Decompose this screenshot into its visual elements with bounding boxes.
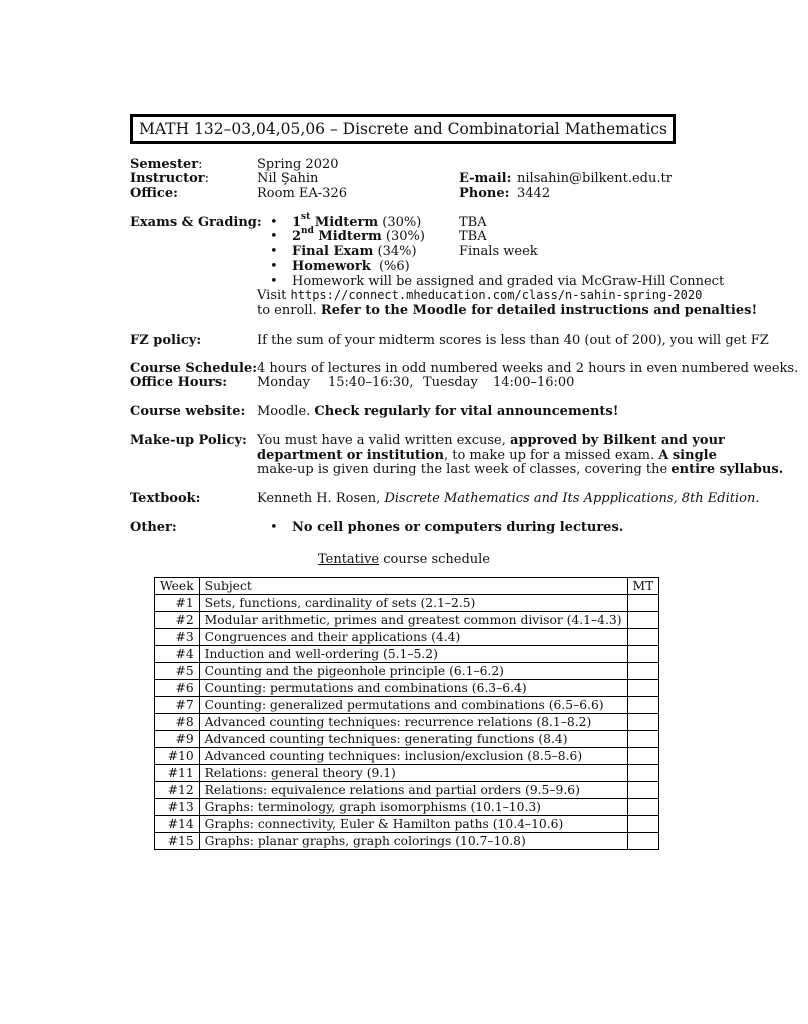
table-row	[155, 765, 659, 782]
week-cell: #1	[155, 595, 200, 612]
subject-cell: Congruences and their applications (4.4)	[199, 629, 627, 646]
visit-line: Visit https://connect.mheducation.com/class/n-sahin-spring-2020	[257, 288, 703, 303]
other-item: • No cell phones or computers during lectures.	[270, 520, 624, 535]
week-cell: #6	[155, 680, 200, 697]
grading-item: • 2nd Midterm (30%)	[270, 226, 425, 244]
textbook-text: Kenneth H. Rosen, Discrete Mathematics and Its Appplications, 8th Edition.	[257, 491, 760, 506]
subject-cell: Induction and well-ordering (5.1–5.2)	[199, 646, 627, 663]
schedule-table	[154, 577, 659, 850]
office-hours-label: Office Hours:	[130, 375, 228, 390]
mt-header: MT	[627, 578, 659, 595]
bullet-icon: •	[270, 520, 278, 535]
table-header-row	[155, 578, 659, 595]
subject-cell: Counting: generalized permutations and combinations (6.5–6.6)	[199, 697, 627, 714]
website-text: Moodle. Check regularly for vital announcements!	[257, 404, 619, 419]
grading-label: Exams & Grading:	[130, 215, 262, 230]
mt-cell	[627, 697, 659, 714]
table-row	[155, 833, 659, 850]
table-row	[155, 782, 659, 799]
email-label: E-mail:	[459, 171, 512, 186]
office-hours-day1: Monday	[257, 375, 310, 390]
subject-cell: Graphs: connectivity, Euler & Hamilton paths (10.4–10.6)	[199, 816, 627, 833]
schedule-label: Course Schedule:	[130, 361, 258, 376]
office-label: Office:	[130, 186, 178, 201]
table-row	[155, 748, 659, 765]
table-row	[155, 612, 659, 629]
subject-cell: Sets, functions, cardinality of sets (2.1–2.5)	[199, 595, 627, 612]
website-label: Course website:	[130, 404, 246, 419]
phone-label: Phone:	[459, 186, 510, 201]
enroll-line: to enroll. Refer to the Moodle for detailed instructions and penalties!	[257, 303, 758, 318]
schedule-text: 4 hours of lectures in odd numbered weeks and 2 hours in even numbered weeks.	[257, 361, 799, 376]
mt-cell	[627, 782, 659, 799]
table-row	[155, 697, 659, 714]
table-row	[155, 816, 659, 833]
table-row	[155, 799, 659, 816]
subject-header: Subject	[199, 578, 627, 595]
bullet-icon: •	[270, 259, 278, 274]
mt-cell	[627, 680, 659, 697]
instructor-label: Instructor:	[130, 171, 209, 186]
textbook-label: Textbook:	[130, 491, 201, 506]
mt-cell	[627, 833, 659, 850]
email-value: nilsahin@bilkent.edu.tr	[517, 171, 672, 186]
makeup-line2: department or institution, to make up for a missed exam. A single	[257, 448, 717, 463]
fz-label: FZ policy:	[130, 333, 202, 348]
subject-cell: Counting and the pigeonhole principle (6.1–6.2)	[199, 663, 627, 680]
week-cell: #12	[155, 782, 200, 799]
bullet-icon: •	[270, 215, 278, 230]
week-cell: #2	[155, 612, 200, 629]
table-row	[155, 629, 659, 646]
bullet-icon: •	[270, 229, 278, 244]
grading-item: • Homework (%6)	[270, 259, 410, 274]
homework-note: • Homework will be assigned and graded via McGraw-Hill Connect	[270, 274, 725, 289]
mt-cell	[627, 629, 659, 646]
mt-cell	[627, 816, 659, 833]
course-title: MATH 132–03,04,05,06 – Discrete and Combinatorial Mathematics	[130, 114, 676, 144]
mt-cell	[627, 748, 659, 765]
week-cell: #4	[155, 646, 200, 663]
connect-link[interactable]: https://connect.mheducation.com/class/n-sahin-spring-2020	[290, 288, 703, 302]
office-hours-day2: Tuesday	[423, 375, 478, 390]
office-value: Room EA-326	[257, 186, 347, 201]
week-cell: #5	[155, 663, 200, 680]
week-cell: #11	[155, 765, 200, 782]
subject-cell: Counting: permutations and combinations (6.3–6.4)	[199, 680, 627, 697]
mt-cell	[627, 799, 659, 816]
grading-item: • 1st Midterm (30%)	[270, 212, 422, 230]
subject-cell: Advanced counting techniques: inclusion/exclusion (8.5–8.6)	[199, 748, 627, 765]
table-row	[155, 646, 659, 663]
mt-cell	[627, 612, 659, 629]
week-cell: #15	[155, 833, 200, 850]
subject-cell: Relations: equivalence relations and partial orders (9.5–9.6)	[199, 782, 627, 799]
phone-value: 3442	[517, 186, 551, 201]
mt-cell	[627, 731, 659, 748]
office-hours-time1: 15:40–16:30,	[328, 375, 414, 390]
week-cell: #3	[155, 629, 200, 646]
week-cell: #9	[155, 731, 200, 748]
mt-cell	[627, 714, 659, 731]
other-label: Other:	[130, 520, 177, 535]
makeup-label: Make-up Policy:	[130, 433, 247, 448]
subject-cell: Advanced counting techniques: generating functions (8.4)	[199, 731, 627, 748]
grading-item: • Final Exam (34%)	[270, 244, 417, 259]
mt-cell	[627, 595, 659, 612]
week-cell: #10	[155, 748, 200, 765]
subject-cell: Modular arithmetic, primes and greatest common divisor (4.1–4.3)	[199, 612, 627, 629]
makeup-line1: You must have a valid written excuse, approved by Bilkent and your	[257, 433, 725, 448]
grading-when: Finals week	[459, 244, 538, 259]
week-cell: #7	[155, 697, 200, 714]
week-header: Week	[155, 578, 200, 595]
mt-cell	[627, 765, 659, 782]
week-cell: #14	[155, 816, 200, 833]
subject-cell: Graphs: planar graphs, graph colorings (10.7–10.8)	[199, 833, 627, 850]
fz-text: If the sum of your midterm scores is less than 40 (out of 200), you will get FZ	[257, 333, 769, 348]
bullet-icon: •	[270, 274, 278, 289]
week-cell: #13	[155, 799, 200, 816]
instructor-value: Nil Şahin	[257, 171, 319, 186]
subject-cell: Advanced counting techniques: recurrence relations (8.1–8.2)	[199, 714, 627, 731]
table-caption: Tentative course schedule	[317, 552, 491, 567]
grading-when: TBA	[459, 215, 487, 230]
table-row	[155, 714, 659, 731]
office-hours-time2: 14:00–16:00	[493, 375, 575, 390]
table-row	[155, 680, 659, 697]
makeup-line3: make-up is given during the last week of classes, covering the entire syllabus.	[257, 462, 784, 477]
bullet-icon: •	[270, 244, 278, 259]
semester-label: Semester:	[130, 157, 203, 172]
grading-when: TBA	[459, 229, 487, 244]
week-cell: #8	[155, 714, 200, 731]
table-row	[155, 595, 659, 612]
mt-cell	[627, 646, 659, 663]
table-row	[155, 663, 659, 680]
semester-value: Spring 2020	[257, 157, 339, 172]
subject-cell: Relations: general theory (9.1)	[199, 765, 627, 782]
table-row	[155, 731, 659, 748]
mt-cell	[627, 663, 659, 680]
subject-cell: Graphs: terminology, graph isomorphisms (10.1–10.3)	[199, 799, 627, 816]
